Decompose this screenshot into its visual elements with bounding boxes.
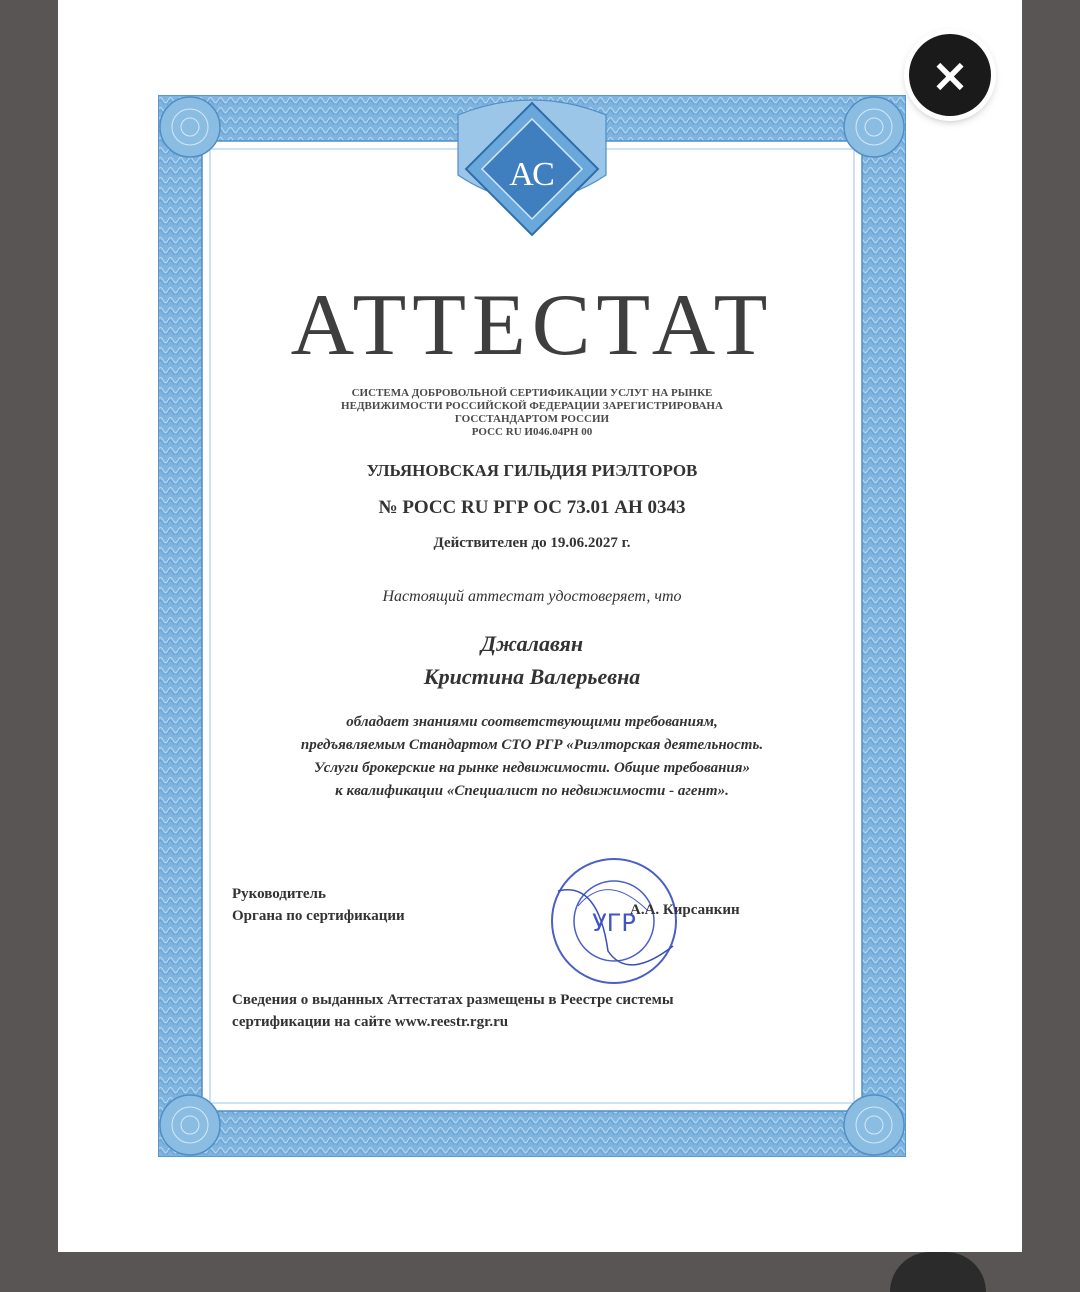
partial-next-control <box>890 1252 986 1292</box>
signer-name: А.А. Кирсанкин <box>630 902 740 918</box>
head-of-body-label: Руководитель Органа по сертификации <box>232 886 405 924</box>
guild-name: УЛЬЯНОВСКАЯ ГИЛЬДИЯ РИЭЛТОРОВ <box>366 461 698 480</box>
close-button[interactable] <box>909 34 991 116</box>
certification-system-text: СИСТЕМА ДОБРОВОЛЬНОЙ СЕРТИФИКАЦИИ УСЛУГ НА РЫНКЕ НЕДВИЖИМОСТИ РОССИЙСКОЙ ФЕДЕРАЦИИ ЗАРЕГИСТРИРОВАНА ГОССТАНДАРТОМ РОССИИ РОСС RU И046.04РН 00 <box>341 387 723 438</box>
qualification-text: обладает знаниями соответствующими требованиям, предъявляемым Стандартом СТО РГР «Риэлторская деятельность. Услуги брокерские на рынке недвижимости. Общие требования» к квалификации «Специалист по недвижимости - агент». <box>300 714 764 799</box>
stamp-text: УГР <box>592 909 636 937</box>
validity-date: Действителен до 19.06.2027 г. <box>433 535 631 551</box>
certificate-title: АТТЕСТАТ <box>290 277 774 374</box>
certificate <box>158 95 906 1157</box>
logo-text: АС <box>509 156 555 193</box>
holder-given-names: Кристина Валерьевна <box>423 664 641 689</box>
close-icon: × <box>930 48 970 102</box>
certificate-number: № РОСС RU РГР ОС 73.01 АН 0343 <box>378 497 686 518</box>
certifies-text: Настоящий аттестат удостоверяет, что <box>382 588 682 605</box>
registry-info: Сведения о выданных Аттестатах размещены в Реестре системы сертификации на сайте www.reestr.rgr.ru <box>232 992 674 1030</box>
holder-surname: Джалавян <box>480 631 584 656</box>
